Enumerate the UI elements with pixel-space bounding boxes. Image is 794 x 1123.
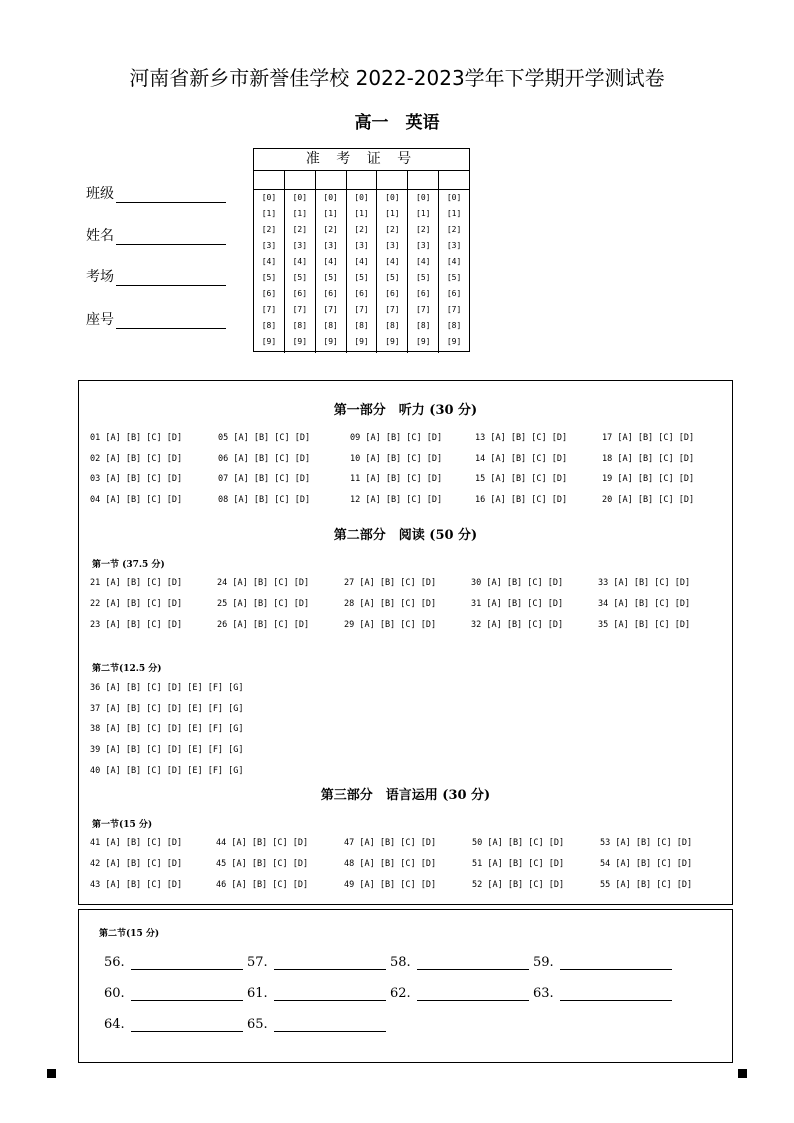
info-field-label: 考场 <box>86 269 114 285</box>
exam-digit-bubble[interactable]: [7] <box>354 305 369 314</box>
question-item-seven-option[interactable]: 40 [A] [B] [C] [D] [E] [F] [G] <box>90 766 244 776</box>
exam-digit-bubble[interactable]: [5] <box>416 273 431 282</box>
exam-digit-bubble[interactable]: [4] <box>261 257 277 266</box>
exam-digit-bubble[interactable]: [5] <box>446 273 462 282</box>
exam-digit-bubble[interactable]: [8] <box>354 321 369 330</box>
blank-number: 65. <box>247 1017 268 1032</box>
exam-digit-bubble[interactable]: [6] <box>416 289 431 298</box>
exam-digit-bubble[interactable]: [6] <box>354 289 369 298</box>
exam-digit-bubble[interactable]: [9] <box>446 337 462 346</box>
exam-digit-bubble[interactable]: [2] <box>446 225 462 234</box>
exam-digit-bubble[interactable]: [2] <box>323 225 338 234</box>
exam-digit-bubble[interactable]: [1] <box>292 209 308 218</box>
question-item-seven-option[interactable]: 36 [A] [B] [C] [D] [E] [F] [G] <box>90 683 244 693</box>
blank-answer-line[interactable] <box>560 957 672 970</box>
question-item[interactable]: 44 [A] [B] [C] [D] <box>216 838 309 848</box>
blank-number: 60. <box>104 986 125 1001</box>
question-item[interactable]: 12 [A] [B] [C] [D] <box>350 495 443 505</box>
exam-digit-bubble[interactable]: [4] <box>323 257 338 266</box>
question-item-seven-option[interactable]: 38 [A] [B] [C] [D] [E] [F] [G] <box>90 724 244 734</box>
exam-digit-bubble[interactable]: [5] <box>261 273 277 282</box>
page-title: 河南省新乡市新誉佳学校 2022-2023学年下学期开学测试卷 <box>129 66 665 90</box>
blank-answer-line[interactable] <box>131 957 243 970</box>
exam-digit-bubble[interactable]: [8] <box>385 321 400 330</box>
question-item[interactable]: 23 [A] [B] [C] [D] <box>90 620 183 630</box>
exam-digit-bubble[interactable]: [3] <box>385 241 400 250</box>
blank-number: 61. <box>247 986 268 1001</box>
part2-sec1-title: 第一节 (37.5 分) <box>92 560 165 570</box>
page-subtitle: 高一 英语 <box>354 113 440 133</box>
question-item[interactable]: 55 [A] [B] [C] [D] <box>600 880 693 890</box>
exam-digit-bubble[interactable]: [3] <box>292 241 308 250</box>
blank-item <box>533 955 672 970</box>
exam-number-column <box>377 171 408 353</box>
exam-digit-bubble[interactable]: [6] <box>261 289 277 298</box>
exam-digit-bubble[interactable]: [5] <box>354 273 369 282</box>
exam-digit-bubble[interactable]: [3] <box>261 241 277 250</box>
blank-item <box>390 955 529 970</box>
exam-digit-bubble[interactable]: [9] <box>292 337 308 346</box>
blank-item <box>247 1017 386 1032</box>
registration-mark-right <box>738 1069 747 1078</box>
question-item[interactable]: 01 [A] [B] [C] [D] <box>90 433 183 443</box>
question-item[interactable]: 32 [A] [B] [C] [D] <box>471 620 564 630</box>
exam-digit-bubble[interactable]: [4] <box>354 257 369 266</box>
blank-item <box>247 955 386 970</box>
info-field-input[interactable] <box>116 314 226 329</box>
exam-digit-bubble[interactable]: [8] <box>446 321 462 330</box>
info-field-0 <box>86 183 226 203</box>
question-item[interactable]: 48 [A] [B] [C] [D] <box>344 859 437 869</box>
info-field-label: 班级 <box>86 186 114 202</box>
part3-title: 第三部分 语言运用 (30 分) <box>320 788 491 803</box>
question-item[interactable]: 49 [A] [B] [C] [D] <box>344 880 437 890</box>
info-field-input[interactable] <box>116 271 226 286</box>
exam-number-columns <box>254 171 469 353</box>
blank-answer-line[interactable] <box>274 988 386 1001</box>
exam-number-write-cell[interactable] <box>377 171 407 190</box>
exam-digit-bubble[interactable]: [9] <box>416 337 431 346</box>
exam-number-write-cell[interactable] <box>439 171 469 190</box>
question-item[interactable]: 21 [A] [B] [C] [D] <box>90 578 183 588</box>
blank-item <box>533 986 672 1001</box>
blank-answer-line[interactable] <box>274 957 386 970</box>
question-item[interactable]: 06 [A] [B] [C] [D] <box>218 454 311 464</box>
exam-digit-bubble[interactable]: [1] <box>416 209 431 218</box>
exam-digit-bubble[interactable]: [9] <box>354 337 369 346</box>
question-item[interactable]: 51 [A] [B] [C] [D] <box>472 859 565 869</box>
exam-digit-bubble[interactable]: [7] <box>323 305 338 314</box>
exam-number-write-cell[interactable] <box>316 171 346 190</box>
exam-digit-bubble[interactable]: [9] <box>261 337 277 346</box>
question-item[interactable]: 53 [A] [B] [C] [D] <box>600 838 693 848</box>
exam-digit-bubble[interactable]: [2] <box>354 225 369 234</box>
exam-digit-bubble[interactable]: [3] <box>446 241 462 250</box>
question-item[interactable]: 10 [A] [B] [C] [D] <box>350 454 443 464</box>
question-item-seven-option[interactable]: 37 [A] [B] [C] [D] [E] [F] [G] <box>90 704 244 714</box>
question-item[interactable]: 28 [A] [B] [C] [D] <box>344 599 437 609</box>
question-item[interactable]: 09 [A] [B] [C] [D] <box>350 433 443 443</box>
exam-digit-bubble[interactable]: [8] <box>323 321 338 330</box>
question-item[interactable]: 25 [A] [B] [C] [D] <box>217 599 310 609</box>
info-field-2 <box>86 266 226 286</box>
exam-digit-bubble[interactable]: [0] <box>323 193 338 202</box>
question-item[interactable]: 47 [A] [B] [C] [D] <box>344 838 437 848</box>
exam-number-column <box>408 171 439 353</box>
exam-digit-bubble[interactable]: [0] <box>385 193 400 202</box>
blank-number: 62. <box>390 986 411 1001</box>
question-item[interactable]: 08 [A] [B] [C] [D] <box>218 495 311 505</box>
question-item[interactable]: 54 [A] [B] [C] [D] <box>600 859 693 869</box>
exam-number-write-cell[interactable] <box>285 171 315 190</box>
exam-number-column <box>285 171 316 353</box>
exam-digit-bubble[interactable]: [6] <box>323 289 338 298</box>
part2-title: 第二部分 阅读 (50 分) <box>333 528 478 543</box>
exam-digit-bubble[interactable]: [7] <box>385 305 400 314</box>
exam-digit-bubble[interactable]: [7] <box>261 305 277 314</box>
info-field-input[interactable] <box>116 188 226 203</box>
question-item[interactable]: 35 [A] [B] [C] [D] <box>598 620 691 630</box>
question-item[interactable]: 16 [A] [B] [C] [D] <box>475 495 568 505</box>
exam-digit-bubble[interactable]: [1] <box>261 209 277 218</box>
blank-item <box>247 986 386 1001</box>
exam-digit-bubble[interactable]: [1] <box>385 209 400 218</box>
exam-digit-bubble[interactable]: [7] <box>446 305 462 314</box>
question-item[interactable]: 20 [A] [B] [C] [D] <box>602 495 695 505</box>
exam-digit-bubble[interactable]: [5] <box>292 273 308 282</box>
question-item[interactable]: 43 [A] [B] [C] [D] <box>90 880 183 890</box>
blank-answer-line[interactable] <box>417 957 529 970</box>
exam-digit-bubble[interactable]: [0] <box>292 193 308 202</box>
question-item-seven-option[interactable]: 39 [A] [B] [C] [D] [E] [F] [G] <box>90 745 244 755</box>
blank-answer-line[interactable] <box>417 988 529 1001</box>
exam-number-label: 准 考 证 号 <box>254 149 469 171</box>
exam-digit-bubble[interactable]: [4] <box>385 257 400 266</box>
question-item[interactable]: 18 [A] [B] [C] [D] <box>602 454 695 464</box>
blank-number: 63. <box>533 986 554 1001</box>
exam-digit-bubble[interactable]: [1] <box>446 209 462 218</box>
question-item[interactable]: 34 [A] [B] [C] [D] <box>598 599 691 609</box>
question-item[interactable]: 42 [A] [B] [C] [D] <box>90 859 183 869</box>
exam-digit-bubble[interactable]: [4] <box>292 257 308 266</box>
question-item[interactable]: 19 [A] [B] [C] [D] <box>602 474 695 484</box>
question-item[interactable]: 30 [A] [B] [C] [D] <box>471 578 564 588</box>
question-item[interactable]: 41 [A] [B] [C] [D] <box>90 838 183 848</box>
question-item[interactable]: 45 [A] [B] [C] [D] <box>216 859 309 869</box>
exam-digit-bubble[interactable]: [7] <box>292 305 308 314</box>
blank-number: 59. <box>533 955 554 970</box>
exam-digit-bubble[interactable]: [3] <box>354 241 369 250</box>
blank-answer-line[interactable] <box>560 988 672 1001</box>
question-item[interactable]: 26 [A] [B] [C] [D] <box>217 620 310 630</box>
exam-digit-bubble[interactable]: [8] <box>292 321 308 330</box>
blank-answer-line[interactable] <box>131 1019 243 1032</box>
exam-digit-bubble[interactable]: [3] <box>323 241 338 250</box>
exam-number-column <box>439 171 469 353</box>
question-item[interactable]: 24 [A] [B] [C] [D] <box>217 578 310 588</box>
question-item[interactable]: 27 [A] [B] [C] [D] <box>344 578 437 588</box>
exam-digit-bubble[interactable]: [6] <box>292 289 308 298</box>
question-item[interactable]: 15 [A] [B] [C] [D] <box>475 474 568 484</box>
exam-digit-bubble[interactable]: [7] <box>416 305 431 314</box>
exam-digit-bubble[interactable]: [6] <box>385 289 400 298</box>
exam-digit-bubble[interactable]: [1] <box>354 209 369 218</box>
question-item[interactable]: 46 [A] [B] [C] [D] <box>216 880 309 890</box>
blank-item <box>390 986 529 1001</box>
exam-digit-bubble[interactable]: [9] <box>385 337 400 346</box>
exam-digit-bubble[interactable]: [0] <box>416 193 431 202</box>
exam-number-column <box>254 171 285 353</box>
exam-digit-bubble[interactable]: [2] <box>292 225 308 234</box>
info-field-label: 姓名 <box>86 228 114 244</box>
blank-answer-line[interactable] <box>274 1019 386 1032</box>
question-item[interactable]: 29 [A] [B] [C] [D] <box>344 620 437 630</box>
question-item[interactable]: 52 [A] [B] [C] [D] <box>472 880 565 890</box>
question-item[interactable]: 22 [A] [B] [C] [D] <box>90 599 183 609</box>
part1-title: 第一部分 听力 (30 分) <box>333 403 478 418</box>
exam-digit-bubble[interactable]: [9] <box>323 337 338 346</box>
exam-digit-bubble[interactable]: [2] <box>416 225 431 234</box>
exam-number-column <box>316 171 347 353</box>
exam-digit-bubble[interactable]: [8] <box>261 321 277 330</box>
part3-sec1-title: 第一节(15 分) <box>92 820 153 830</box>
blank-item <box>104 955 243 970</box>
info-field-1 <box>86 225 226 245</box>
exam-digit-bubble[interactable]: [5] <box>323 273 338 282</box>
blank-item <box>104 986 243 1001</box>
exam-number-write-cell[interactable] <box>254 171 284 190</box>
question-item[interactable]: 33 [A] [B] [C] [D] <box>598 578 691 588</box>
blank-item <box>104 1017 243 1032</box>
exam-number-write-cell[interactable] <box>408 171 438 190</box>
info-field-3 <box>86 309 226 329</box>
exam-digit-bubble[interactable]: [0] <box>261 193 277 202</box>
question-item[interactable]: 02 [A] [B] [C] [D] <box>90 454 183 464</box>
question-item[interactable]: 13 [A] [B] [C] [D] <box>475 433 568 443</box>
exam-number-column <box>347 171 378 353</box>
exam-digit-bubble[interactable]: [4] <box>446 257 462 266</box>
question-item[interactable]: 50 [A] [B] [C] [D] <box>472 838 565 848</box>
blank-answer-line[interactable] <box>131 988 243 1001</box>
exam-digit-bubble[interactable]: [5] <box>385 273 400 282</box>
exam-digit-bubble[interactable]: [2] <box>261 225 277 234</box>
question-item[interactable]: 07 [A] [B] [C] [D] <box>218 474 311 484</box>
question-item[interactable]: 14 [A] [B] [C] [D] <box>475 454 568 464</box>
registration-mark-left <box>47 1069 56 1078</box>
exam-digit-bubble[interactable]: [4] <box>416 257 431 266</box>
question-item[interactable]: 05 [A] [B] [C] [D] <box>218 433 311 443</box>
exam-number-table <box>253 148 470 352</box>
question-item[interactable]: 11 [A] [B] [C] [D] <box>350 474 443 484</box>
info-field-input[interactable] <box>116 230 226 245</box>
part3-sec2-title: 第二节(15 分) <box>99 929 160 939</box>
exam-digit-bubble[interactable]: [8] <box>416 321 431 330</box>
part2-sec2-title: 第二节(12.5 分) <box>92 664 162 674</box>
exam-digit-bubble[interactable]: [0] <box>354 193 369 202</box>
exam-digit-bubble[interactable]: [3] <box>416 241 431 250</box>
question-item[interactable]: 03 [A] [B] [C] [D] <box>90 474 183 484</box>
exam-digit-bubble[interactable]: [0] <box>446 193 462 202</box>
exam-digit-bubble[interactable]: [1] <box>323 209 338 218</box>
exam-digit-bubble[interactable]: [6] <box>446 289 462 298</box>
exam-digit-bubble[interactable]: [2] <box>385 225 400 234</box>
blank-number: 56. <box>104 955 125 970</box>
blank-number: 57. <box>247 955 268 970</box>
blank-number: 58. <box>390 955 411 970</box>
info-field-label: 座号 <box>86 312 114 328</box>
question-item[interactable]: 17 [A] [B] [C] [D] <box>602 433 695 443</box>
question-item[interactable]: 31 [A] [B] [C] [D] <box>471 599 564 609</box>
question-item[interactable]: 04 [A] [B] [C] [D] <box>90 495 183 505</box>
exam-number-write-cell[interactable] <box>347 171 377 190</box>
blank-number: 64. <box>104 1017 125 1032</box>
